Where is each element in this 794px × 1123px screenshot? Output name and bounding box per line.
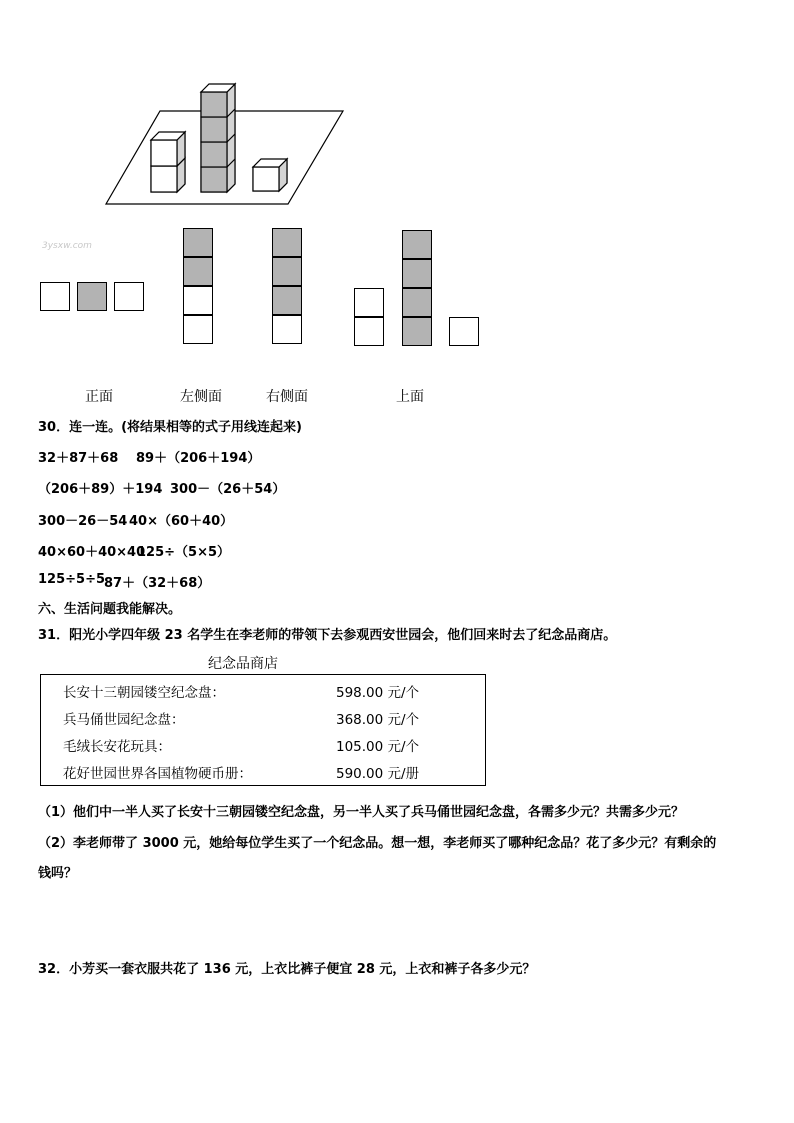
view-c-square-2 xyxy=(272,257,302,286)
label-front: 正面 xyxy=(85,389,113,405)
view-d-mid-square-4 xyxy=(402,317,432,346)
q30-left-1: 32＋87＋68 xyxy=(38,451,119,466)
q30-left-4: 40×60＋40×40 xyxy=(38,545,146,560)
view-d-mid-square-1 xyxy=(402,230,432,259)
q30-left-5: 125÷5÷5 xyxy=(38,572,106,587)
item-name: 花好世园世界各国植物硬币册： xyxy=(63,766,252,782)
q32-title: 32．小芳买一套衣服共花了 136 元，上衣比裤子便宜 28 元，上衣和裤子各多少元？ xyxy=(38,962,536,977)
section-6-heading: 六、生活问题我能解决。 xyxy=(38,602,182,617)
item-name: 毛绒长安花玩具： xyxy=(63,739,171,755)
view-d-right-square xyxy=(449,317,479,346)
item-name: 长安十三朝园镂空纪念盘： xyxy=(63,685,225,701)
view-c-square-3 xyxy=(272,286,302,315)
view-a-square-3 xyxy=(114,282,144,311)
label-left-side: 左侧面 xyxy=(180,389,222,405)
q30-right-2: 300－（26＋54） xyxy=(170,482,286,497)
right-single-cube xyxy=(253,159,287,191)
view-d-mid-square-2 xyxy=(402,259,432,288)
shop-table-title: 纪念品商店 xyxy=(208,656,278,672)
item-price: 590.00 元/册 xyxy=(336,766,420,782)
label-top: 上面 xyxy=(396,389,424,405)
watermark-text: 3ysxw.com xyxy=(42,241,92,251)
shop-row-1 xyxy=(41,677,485,703)
shop-row-2 xyxy=(41,704,485,730)
view-c-square-1 xyxy=(272,228,302,257)
label-right-side: 右侧面 xyxy=(266,389,308,405)
q30-right-4: 125÷（5×5） xyxy=(137,545,231,560)
view-b-square-2 xyxy=(183,257,213,286)
shop-price-table xyxy=(40,674,486,786)
middle-cube-stack xyxy=(201,84,235,192)
q30-left-2: （206＋89）＋194 xyxy=(38,482,163,497)
shop-row-3 xyxy=(41,731,485,757)
view-b-square-4 xyxy=(183,315,213,344)
q30-right-5: 87＋（32＋68） xyxy=(104,576,211,591)
view-a-square-1 xyxy=(40,282,70,311)
view-b-square-1 xyxy=(183,228,213,257)
view-d-mid-square-3 xyxy=(402,288,432,317)
view-d-left-square-1 xyxy=(354,288,384,317)
view-a-square-2 xyxy=(77,282,107,311)
left-cube-stack xyxy=(151,132,185,192)
shop-row-4 xyxy=(41,758,485,784)
q30-title: 30．连一连。(将结果相等的式子用线连起来) xyxy=(38,420,302,435)
q30-right-1: 89＋（206＋194） xyxy=(136,451,261,466)
q31-title: 31．阳光小学四年级 23 名学生在李老师的带领下去参观西安世园会，他们回来时去了纪念品商店。 xyxy=(38,628,617,643)
view-d-left-square-2 xyxy=(354,317,384,346)
item-name: 兵马俑世园纪念盘： xyxy=(63,712,185,728)
item-price: 368.00 元/个 xyxy=(336,712,420,728)
q30-left-3: 300－26－54 xyxy=(38,514,128,529)
q31-sub-question-1: （1）他们中一半人买了长安十三朝园镂空纪念盘，另一半人买了兵马俑世园纪念盘，各需多少元？共需多少元？ xyxy=(38,805,685,820)
view-b-square-3 xyxy=(183,286,213,315)
q31-sub-question-2-line-2: 钱吗？ xyxy=(38,866,78,881)
q30-right-3: 40×（60＋40） xyxy=(129,514,234,529)
q31-sub-question-2-line-1: （2）李老师带了 3000 元，她给每位学生买了一个纪念品。想一想，李老师买了哪种纪念品？花了多少元？有剩余的 xyxy=(38,836,717,851)
item-price: 105.00 元/个 xyxy=(336,739,420,755)
item-price: 598.00 元/个 xyxy=(336,685,420,701)
view-c-square-4 xyxy=(272,315,302,344)
